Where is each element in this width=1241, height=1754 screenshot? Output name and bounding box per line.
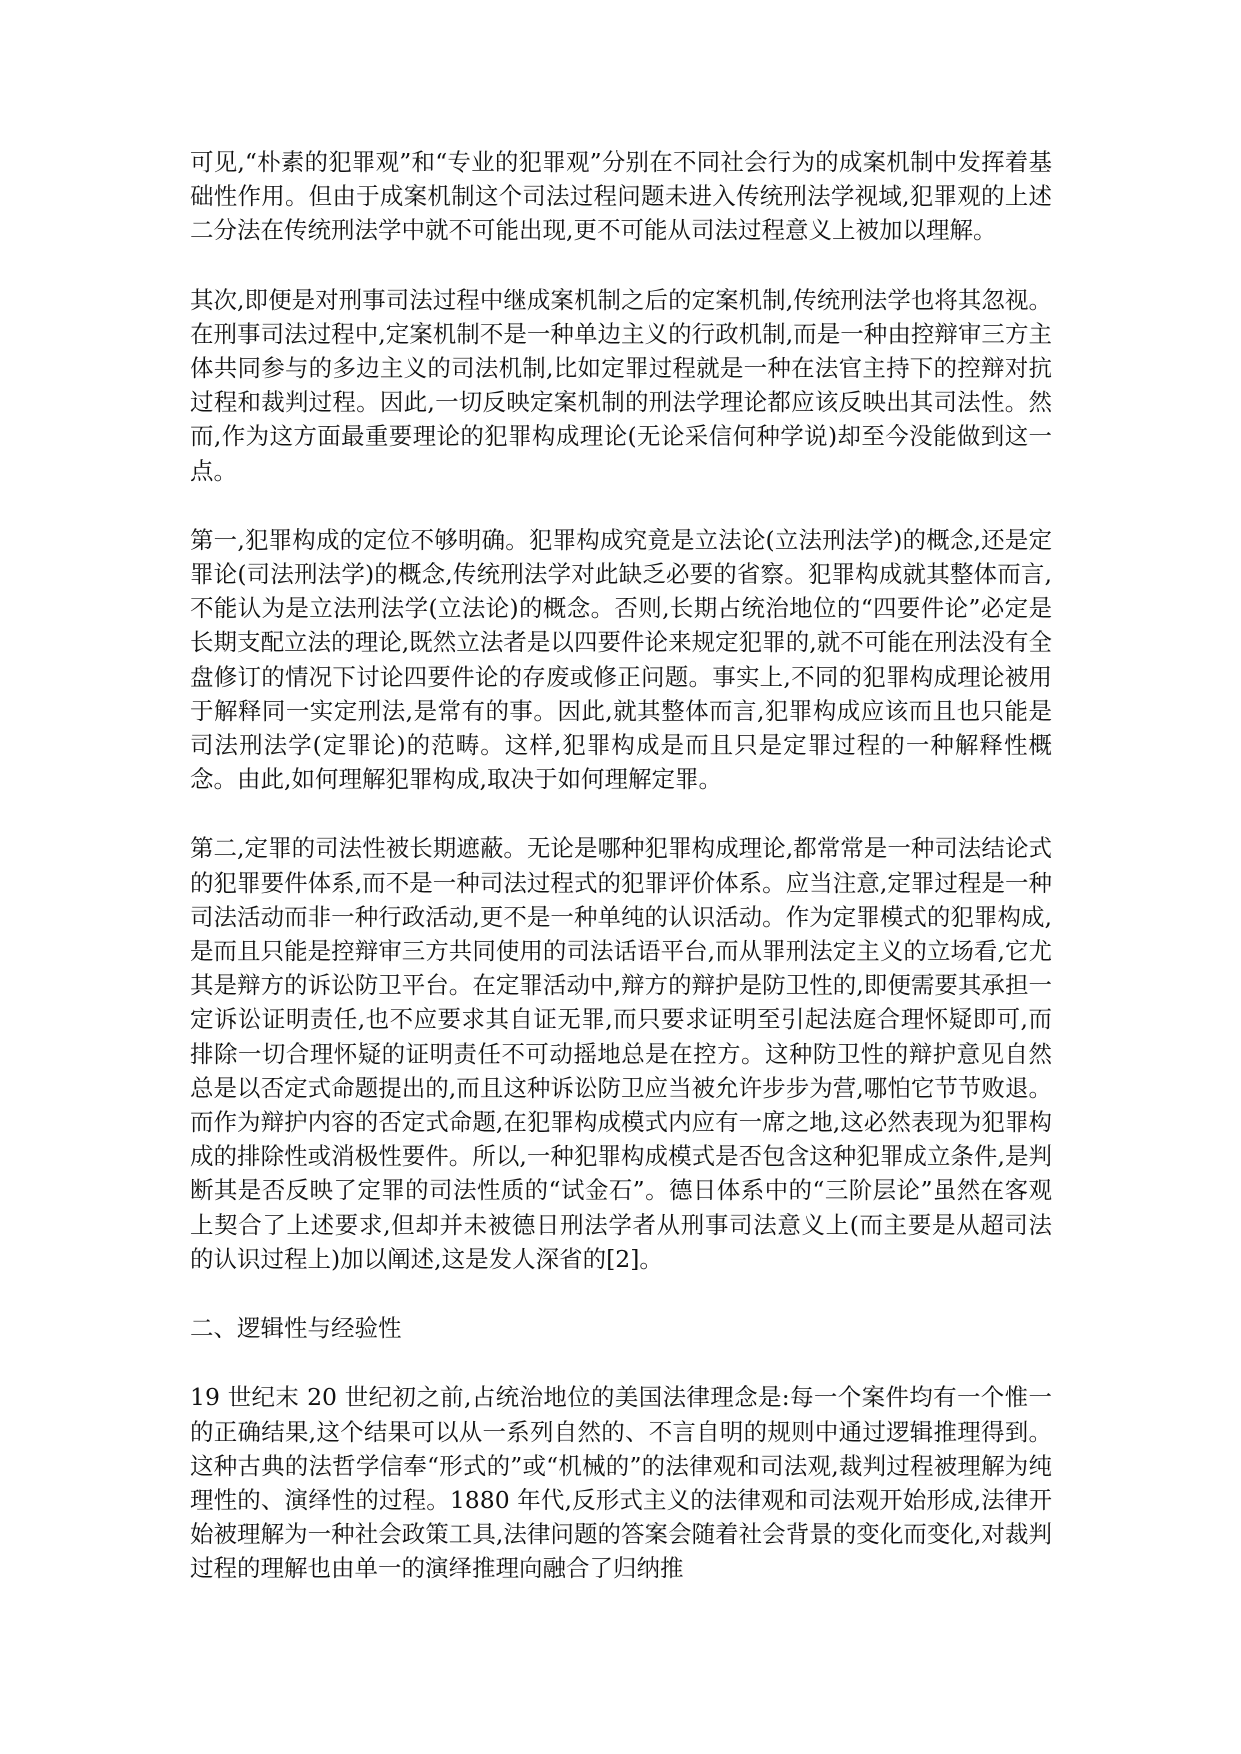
paragraph-4: 第二,定罪的司法性被长期遮蔽。无论是哪种犯罪构成理论,都常常是一种司法结论式的犯罪要件体系,而不是一种司法过程式的犯罪评价体系。应当注意,定罪过程是一种司法活动而非一种行政活动,更不是一种单纯的认识活动。作为定罪模式的犯罪构成,是而且只能是控辩审三方共同使用的司法话语平台,而从罪刑法定主义的立场看,它尤其是辩方的诉讼防卫平台。在定罪活动中,辩方的辩护是防卫性的,即便需要其承担一定诉讼证明责任,也不应要求其自证无罪,而只要求证明至引起法庭合理怀疑即可,而排除一切合理怀疑的证明责任不可动摇地总是在控方。这种防卫性的辩护意见自然总是以否定式命题提出的,而且这种诉讼防卫应当被允许步步为营,哪怕它节节败退。而作为辩护内容的否定式命题,在犯罪构成模式内应有一席之地,这必然表现为犯罪构成的排除性或消极性要件。所以,一种犯罪构成模式是否包含这种犯罪成立条件,是判断其是否反映了定罪的司法性质的“试金石”。德日体系中的“三阶层论”虽然在客观上契合了上述要求,但却并未被德日刑法学者从刑事司法意义上(而主要是从超司法的认识过程上)加以阐述,这是发人深省的[2]。 [190, 834, 1052, 1273]
paragraph-5: 19 世纪末 20 世纪初之前,占统治地位的美国法律理念是:每一个案件均有一个惟一的正确结果,这个结果可以从一系列自然的、不言自明的规则中通过逻辑推理得到。这种古典的法哲学信奉“形式的”或“机械的”的法律观和司法观,裁判过程被理解为纯理性的、演绎性的过程。1880 年代,反形式主义的法律观和司法观开始形成,法律开始被理解为一种社会政策工具,法律问题的答案会随着社会背景的变化而变化,对裁判过程的理解也由单一的演绎推理向融合了归纳推 [190, 1383, 1052, 1583]
paragraph-3: 第一,犯罪构成的定位不够明确。犯罪构成究竟是立法论(立法刑法学)的概念,还是定罪论(司法刑法学)的概念,传统刑法学对此缺乏必要的省察。犯罪构成就其整体而言,不能认为是立法刑法学(立法论)的概念。否则,长期占统治地位的“四要件论”必定是长期支配立法的理论,既然立法者是以四要件论来规定犯罪的,就不可能在刑法没有全盘修订的情况下讨论四要件论的存废或修正问题。事实上,不同的犯罪构成理论被用于解释同一实定刑法,是常有的事。因此,就其整体而言,犯罪构成应该而且也只能是司法刑法学(定罪论)的范畴。这样,犯罪构成是而且只是定罪过程的一种解释性概念。由此,如何理解犯罪构成,取决于如何理解定罪。 [190, 525, 1052, 794]
paragraph-1: 可见,“朴素的犯罪观”和“专业的犯罪观”分别在不同社会行为的成案机制中发挥着基础性作用。但由于成案机制这个司法过程问题未进入传统刑法学视域,犯罪观的上述二分法在传统刑法学中就不可能出现,更不可能从司法过程意义上被加以理解。 [190, 148, 1052, 245]
document-body [190, 145, 1052, 1621]
paragraph-2: 其次,即便是对刑事司法过程中继成案机制之后的定案机制,传统刑法学也将其忽视。在刑事司法过程中,定案机制不是一种单边主义的行政机制,而是一种由控辩审三方主体共同参与的多边主义的司法机制,比如定罪过程就是一种在法官主持下的控辩对抗过程和裁判过程。因此,一切反映定案机制的刑法学理论都应该反映出其司法性。然而,作为这方面最重要理论的犯罪构成理论(无论采信何种学说)却至今没能做到这一点。 [190, 285, 1052, 485]
section-heading: 二、逻辑性与经验性 [190, 1314, 402, 1343]
